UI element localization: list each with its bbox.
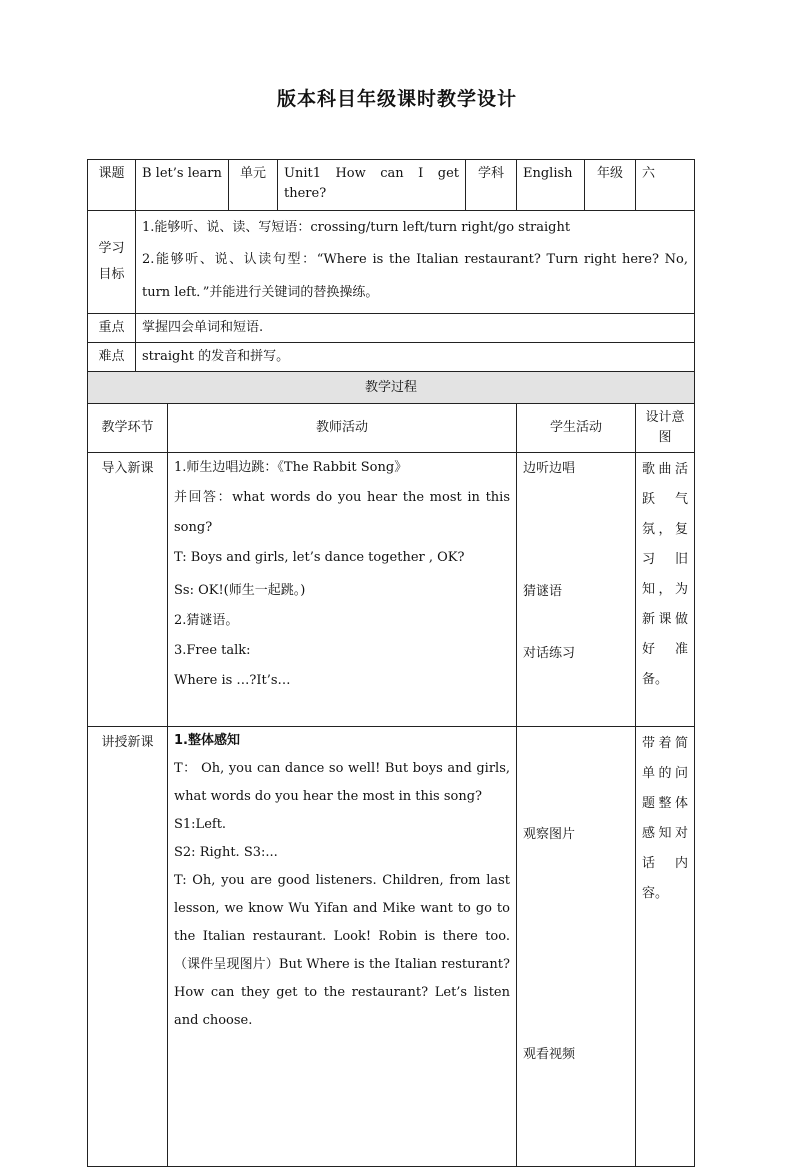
topic-value: B let’s learn [136,160,229,211]
column-header-row [88,404,695,453]
objective-1: 1.能够听、说、读、写短语：crossing/turn left/turn right/go straight [142,220,571,235]
lesson-plan-table [87,159,695,1167]
objective-2: 2.能够听、说、认读句型：“Where is the Italian restaurant? Turn right here? No, turn left．”并能进行关键词的替换操练。 [142,252,688,300]
teacher-line: S2: Right. S3:... [174,845,278,860]
subject-value: English [517,160,585,211]
design-text: 歌曲活跃气氛，复习旧知，为新课做好准备。 [642,462,688,687]
col-design: 设计意图 [636,404,695,453]
teacher-line: 3.Free talk: [174,643,251,658]
page-title: 版本科目年级课时教学设计 [276,88,517,110]
student-activity: 边听边唱 [523,461,576,476]
objectives-content [136,211,695,314]
subject-label: 学科 [466,160,517,211]
unit-value: Unit1 How can I get there? [278,160,466,211]
teacher-line: T: Oh, you are good listeners. Children, from last lesson, we know Wu Yifan and Mike want to go to the Italian restaurant. Look! Robin is there too.（课件呈现图片）But Where is the Italian resturant? How can they get to the restaurant? Let’s listen and choose. [174,873,510,1028]
focus-value: 掌握四会单词和短语. [136,314,695,343]
topic-label: 课题 [88,160,136,211]
teacher-line: 2.猜谜语。 [174,613,239,628]
teacher-line: Where is …?It’s… [174,673,291,688]
teacher-line: T: Boys and girls, let’s dance together , OK? [174,550,465,565]
focus-label: 重点 [88,314,136,343]
grade-label: 年级 [585,160,636,211]
teacher-line: 并回答：what words do you hear the most in this song? [174,490,510,535]
col-teacher: 教师活动 [168,404,517,453]
student-activity: 对话练习 [523,646,576,661]
stage-new: 讲授新课 [88,727,168,1167]
col-student: 学生活动 [517,404,636,453]
student-new [517,727,636,1167]
teacher-line: S1:Left. [174,817,227,832]
student-intro [517,453,636,727]
teacher-line: 1.师生边唱边跳：《The Rabbit Song》 [174,460,408,475]
difficulty-row [88,343,695,372]
teacher-heading: 1.整体感知 [174,733,240,748]
info-row [88,160,695,211]
grade-value: 六 [636,160,695,211]
stage-row-intro [88,453,695,727]
teacher-line: T： Oh, you can dance so well! But boys and girls, what words do you hear the most in this song? [174,761,510,804]
teacher-intro [168,453,517,727]
design-text: 带着简单的问题整体感知对话内容。 [642,736,688,901]
student-activity: 猜谜语 [523,584,563,599]
process-header-row [88,372,695,404]
difficulty-label: 难点 [88,343,136,372]
focus-row [88,314,695,343]
stage-intro: 导入新课 [88,453,168,727]
teacher-line: Ss: OK!(师生一起跳。) [174,583,306,598]
design-intro [636,453,695,727]
teacher-new [168,727,517,1167]
objectives-row [88,211,695,314]
student-activity: 观察图片 [523,827,576,842]
col-stage: 教学环节 [88,404,168,453]
stage-row-new [88,727,695,1167]
difficulty-value: straight 的发音和拼写。 [136,343,695,372]
objectives-label: 学习目标 [88,211,136,314]
student-activity: 观看视频 [523,1047,576,1062]
process-header: 教学过程 [88,372,695,404]
design-new [636,727,695,1167]
unit-label: 单元 [229,160,278,211]
